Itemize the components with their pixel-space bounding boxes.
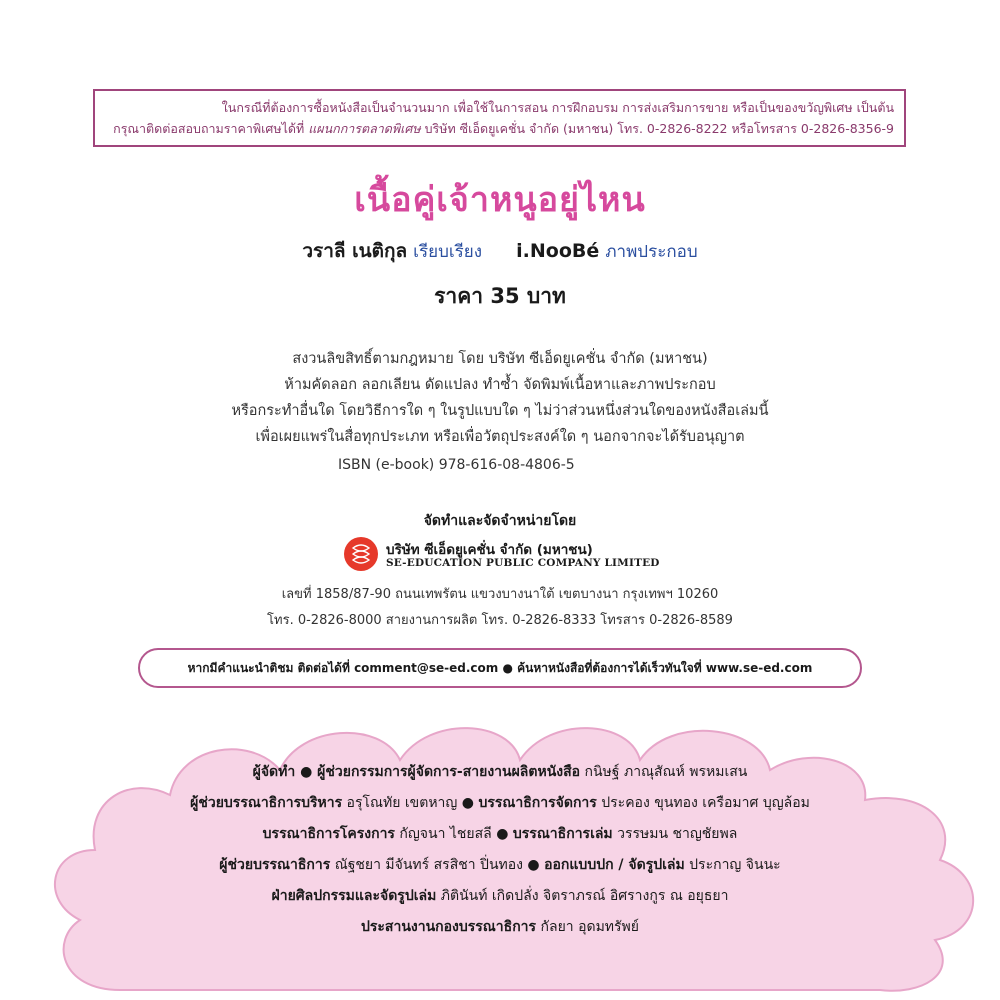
staff-credits (0, 757, 1000, 943)
book-credits (0, 236, 1000, 266)
notice-line-2-prefix: กรุณาติดต่อสอบถามราคาพิเศษได้ที่ (113, 121, 309, 136)
staff-names: ประคอง ขุนทอง เครือมาศ บุญล้อม (596, 795, 810, 811)
staff-names: กัลยา อุดมทรัพย์ (536, 919, 639, 935)
staff-names: ณัฐชยา มีจันทร์ สรสิชา ปิ่นทอง ● (330, 857, 545, 873)
staff-row (0, 881, 1000, 912)
staff-role: บรรณาธิการจัดการ (478, 795, 597, 811)
staff-role: ผู้จัดทำ ● ผู้ช่วยกรรมการผู้จัดการ-สายงานผลิตหนังสือ (252, 764, 581, 780)
staff-names: กนิษฐ์ ภาณุสัณห์ พรหมเสน (580, 764, 748, 780)
staff-row (0, 757, 1000, 788)
se-ed-logo-icon (344, 537, 378, 571)
staff-role: บรรณาธิการโครงการ (262, 826, 395, 842)
publisher-label: จัดทำและจัดจำหน่ายโดย (423, 513, 577, 529)
publisher-logo-block (344, 537, 674, 575)
staff-role: ผู้ช่วยบรรณาธิการบริหาร (190, 795, 343, 811)
publisher-address-block (0, 582, 1000, 634)
staff-role: ออกแบบปก / จัดรูปเล่ม (544, 857, 685, 873)
staff-names: วรรษมน ชาญชัยพล (612, 826, 738, 842)
isbn: ISBN (e-book) 978-616-08-4806-5 (338, 457, 575, 473)
author-role: เรียบเรียง (413, 242, 483, 262)
copyright-line: หรือกระทำอื่นใด โดยวิธีการใด ๆ ในรูปแบบใด ๆ ไม่ว่าส่วนหนึ่งส่วนใดของหนังสือเล่มนี้ (231, 403, 769, 419)
contact-banner: หากมีคำแนะนำติชม ติดต่อได้ที่ comment@se-ed.com ● ค้นหาหนังสือที่ต้องการได้เร็วทันใจที่ www.se-ed.com (138, 648, 862, 688)
author-name: วราลี เนติกุล (302, 240, 408, 262)
publisher-address: เลขที่ 1858/87-90 ถนนเทพรัตน แขวงบางนาใต้ เขตบางนา กรุงเทพฯ 10260 (281, 587, 719, 602)
copyright-notice (0, 346, 1000, 450)
staff-names: อรุโณทัย เขตหาญ ● (342, 795, 479, 811)
staff-role: ฝ่ายศิลปกรรมและจัดรูปเล่ม (271, 888, 437, 904)
illustrator-name: i.NooBé (516, 240, 600, 262)
notice-line-2-suffix: บริษัท ซีเอ็ดยูเคชั่น จำกัด (มหาชน) โทร. 0-2826-8222 หรือโทรสาร 0-2826-8356-9 (420, 121, 894, 136)
book-title: เนื้อคู่เจ้าหนูอยู่ไหน (354, 180, 646, 220)
staff-row (0, 788, 1000, 819)
staff-row (0, 850, 1000, 881)
copyright-line: ห้ามคัดลอก ลอกเลียน ดัดแปลง ทำซ้ำ จัดพิมพ์เนื้อหาและภาพประกอบ (284, 377, 716, 393)
staff-names: ประกาญ จินนะ (684, 857, 781, 873)
publisher-phones: โทร. 0-2826-8000 สายงานการผลิต โทร. 0-2826-8333 โทรสาร 0-2826-8589 (267, 613, 733, 628)
publisher-name-english: SE-EDUCATION PUBLIC COMPANY LIMITED (386, 557, 660, 569)
staff-role: บรรณาธิการเล่ม (512, 826, 613, 842)
staff-role: ผู้ช่วยบรรณาธิการ (219, 857, 331, 873)
staff-row (0, 819, 1000, 850)
copyright-line: สงวนลิขสิทธิ์ตามกฎหมาย โดย บริษัท ซีเอ็ดยูเคชั่น จำกัด (มหาชน) (292, 351, 708, 367)
staff-role: ประสานงานกองบรรณาธิการ (360, 919, 537, 935)
copyright-line: เพื่อเผยแพร่ในสื่อทุกประเภท หรือเพื่อวัตถุประสงค์ใด ๆ นอกจากจะได้รับอนุญาต (255, 429, 745, 445)
notice-department: แผนกการตลาดพิเศษ (308, 121, 421, 136)
staff-names: ภิตินันท์ เกิดปลั่ง จิตราภรณ์ อิศรางกูร ณ อยุธยา (436, 888, 729, 904)
bulk-order-notice (93, 89, 906, 147)
publisher-name-thai: บริษัท ซีเอ็ดยูเคชั่น จำกัด (มหาชน) (386, 542, 593, 558)
illustrator-role: ภาพประกอบ (605, 242, 698, 262)
notice-line-1: ในกรณีที่ต้องการซื้อหนังสือเป็นจำนวนมาก เพื่อใช้ในการสอน การฝึกอบรม การส่งเสริมการขาย หรือเป็นของขวัญพิเศษ เป็นต้น (221, 100, 894, 115)
staff-row (0, 912, 1000, 943)
notice-line-2 (105, 118, 894, 139)
staff-names: กัญจนา ไชยสลี ● (394, 826, 513, 842)
book-price: ราคา 35 บาท (434, 284, 566, 308)
